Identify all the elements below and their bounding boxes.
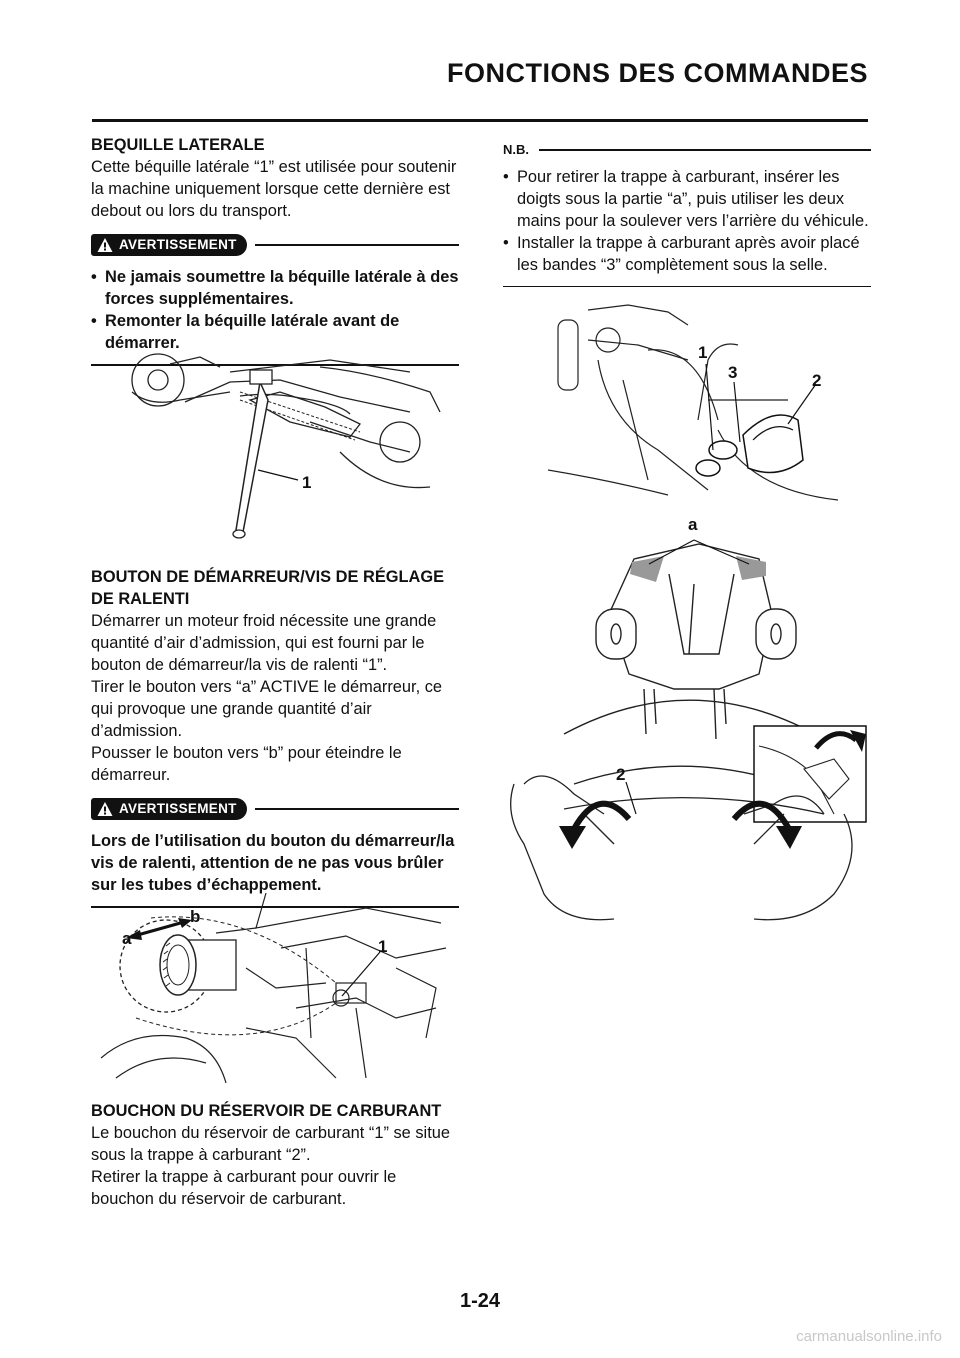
section-title-bouton: BOUTON DE DÉMARREUR/VIS DE RÉGLAGE DE RALENTI [91, 568, 445, 608]
figure-starter-knob [96, 888, 456, 1088]
warning-header [91, 796, 459, 822]
page-title: FONCTIONS DES COMMANDES [446, 58, 868, 88]
figure-fuel-door [504, 514, 868, 926]
watermark: carmanualsonline.info [796, 1328, 942, 1345]
section-nb [503, 140, 871, 287]
warning-item: • Remonter la béquille latérale avant de démarrer. [91, 312, 400, 352]
warning-icon [97, 237, 113, 253]
bouchon-text-1: Le bouchon du réservoir de carburant “1” se situe sous la trappe à carburant “2”. [91, 1124, 450, 1164]
nb-label: N.B. [503, 142, 529, 157]
figure-fuel-cap [548, 300, 838, 510]
nb-body [503, 166, 871, 287]
label-2: 2 [616, 765, 626, 784]
label-1: 1 [378, 937, 388, 956]
warning-icon [97, 801, 113, 817]
bouton-text-1: Démarrer un moteur froid nécessite une grande quantité d’air d’admission, qui est fourni par le bouton de démarreur/la vis de ralenti “1”. [91, 612, 437, 674]
section-bouton [91, 566, 459, 908]
warning-label: AVERTISSEMENT [119, 237, 237, 252]
nb-item: • Installer la trappe à carburant après avoir placé les bandes “3” complètement sous la selle. [503, 234, 860, 274]
warning-body [91, 266, 459, 366]
header-rule [92, 119, 868, 122]
label-2: 2 [812, 371, 822, 390]
bequille-text: Cette béquille latérale “1” est utilisée pour soutenir la machine uniquement lorsque cette dernière est debout ou lors du transport. [91, 158, 457, 220]
section-bouchon [91, 1100, 459, 1210]
section-title-bouchon: BOUCHON DU RÉSERVOIR DE CARBURANT [91, 1102, 442, 1120]
label-a: a [688, 515, 698, 534]
label-1: 1 [698, 343, 708, 362]
section-title-bequille: BEQUILLE LATERALE [91, 136, 265, 154]
bouton-text-2: Tirer le bouton vers “a” ACTIVE le démarreur, ce qui provoque une grande quantité d’air d’admission. [91, 678, 443, 740]
label-3: 3 [728, 363, 738, 382]
label-a: a [122, 929, 132, 948]
warning-text: Lors de l’utilisation du bouton du démarreur/la vis de ralenti, attention de ne pas vous brûler sur les tubes d’échappement. [91, 832, 455, 894]
bouchon-text-2: Retirer la trappe à carburant pour ouvrir le bouchon du réservoir de carburant. [91, 1168, 397, 1208]
label-1: 1 [302, 473, 312, 492]
page-number: 1-24 [459, 1290, 501, 1312]
warning-label: AVERTISSEMENT [119, 801, 237, 816]
nb-header [503, 140, 871, 160]
figure-side-stand [110, 352, 450, 548]
warning-badge [91, 234, 247, 256]
nb-item: • Pour retirer la trappe à carburant, insérer les doigts sous la partie “a”, puis utiliser les deux mains pour la soulever vers l’arrière du véhicule. [503, 168, 869, 230]
warning-badge [91, 798, 247, 820]
warning-item: • Ne jamais soumettre la béquille latérale à des forces supplémentaires. [91, 268, 459, 308]
warning-header [91, 232, 459, 258]
label-b: b [190, 907, 201, 926]
section-bequille [91, 134, 459, 366]
bouton-text-3: Pousser le bouton vers “b” pour éteindre le démarreur. [91, 744, 402, 784]
